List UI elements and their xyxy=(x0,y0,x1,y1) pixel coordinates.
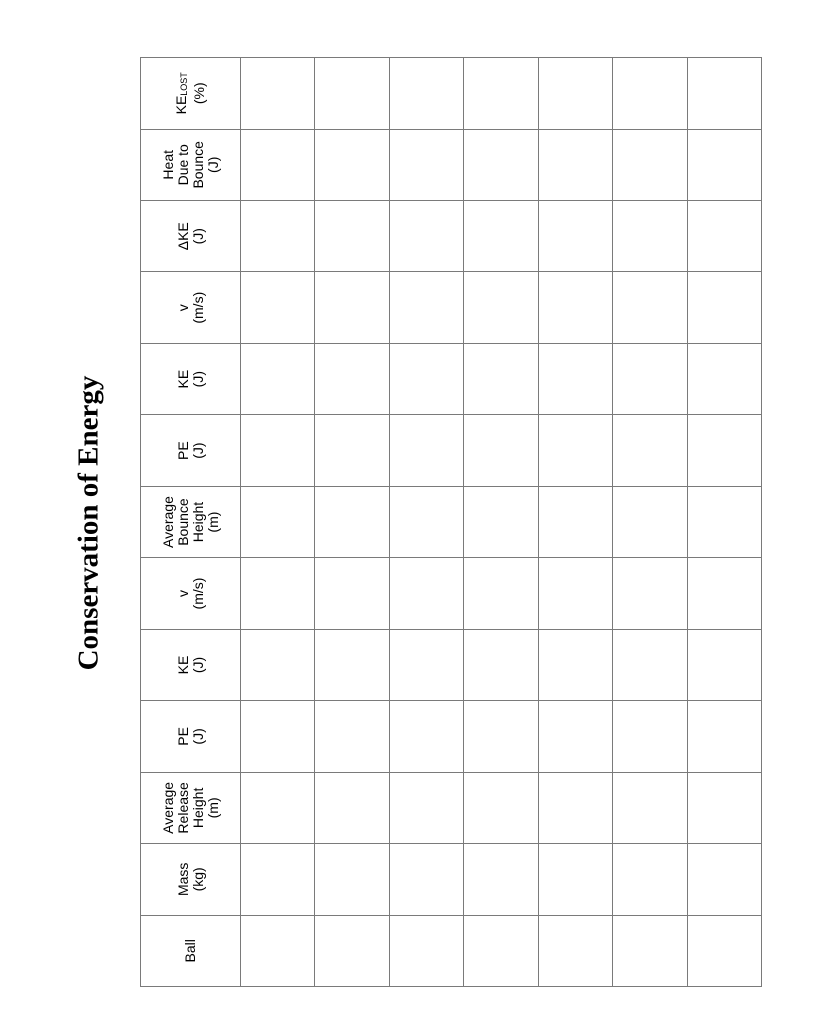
table-cell[interactable] xyxy=(464,201,538,272)
column-header xyxy=(141,844,241,915)
table-header-row xyxy=(141,58,241,987)
table-body xyxy=(241,58,762,987)
table-cell[interactable] xyxy=(315,272,389,343)
table-cell[interactable] xyxy=(315,58,389,130)
table-cell[interactable] xyxy=(241,915,315,986)
table-cell[interactable] xyxy=(464,558,538,629)
table-row xyxy=(241,58,315,987)
table-cell[interactable] xyxy=(464,58,538,130)
page-title: Conservation of Energy xyxy=(72,375,105,671)
table-cell[interactable] xyxy=(538,844,612,915)
table-cell[interactable] xyxy=(241,272,315,343)
column-header-line: (J) xyxy=(189,228,206,245)
column-header-line: (m) xyxy=(204,797,221,819)
column-header-line: Average xyxy=(159,781,176,834)
table-cell[interactable] xyxy=(389,58,463,130)
column-header xyxy=(141,629,241,700)
table-cell[interactable] xyxy=(464,915,538,986)
table-cell[interactable] xyxy=(538,58,612,130)
column-header-line: (%) xyxy=(191,82,207,105)
table-cell[interactable] xyxy=(613,701,687,772)
table-cell[interactable] xyxy=(315,701,389,772)
column-header-line: Due to xyxy=(174,144,191,186)
table-cell[interactable] xyxy=(241,558,315,629)
table-cell[interactable] xyxy=(613,629,687,700)
column-header-line: KE xyxy=(174,369,191,389)
table-cell[interactable] xyxy=(538,772,612,843)
table-cell[interactable] xyxy=(464,772,538,843)
column-header-line: PE xyxy=(174,727,191,746)
table-cell[interactable] xyxy=(538,343,612,414)
table-cell[interactable] xyxy=(538,415,612,486)
table-row xyxy=(464,58,538,987)
table-cell[interactable] xyxy=(687,629,761,700)
table-cell[interactable] xyxy=(389,629,463,700)
table-cell[interactable] xyxy=(464,486,538,557)
table-cell[interactable] xyxy=(538,486,612,557)
table-cell[interactable] xyxy=(538,129,612,200)
table-cell[interactable] xyxy=(315,915,389,986)
table-cell[interactable] xyxy=(389,772,463,843)
table-cell[interactable] xyxy=(613,272,687,343)
table-cell[interactable] xyxy=(613,486,687,557)
table-cell[interactable] xyxy=(241,772,315,843)
column-header-line: (J) xyxy=(189,728,206,745)
column-header xyxy=(141,915,241,986)
column-header xyxy=(141,201,241,272)
column-header-line: PE xyxy=(174,441,191,460)
table-cell[interactable] xyxy=(389,343,463,414)
table-cell[interactable] xyxy=(687,558,761,629)
table-cell[interactable] xyxy=(315,343,389,414)
column-header-line: (J) xyxy=(189,442,206,459)
table-cell[interactable] xyxy=(687,486,761,557)
table-cell[interactable] xyxy=(687,772,761,843)
table-cell[interactable] xyxy=(241,844,315,915)
table-cell[interactable] xyxy=(613,558,687,629)
table-cell[interactable] xyxy=(241,701,315,772)
column-header-line: Release xyxy=(174,782,191,834)
column-header-line: Height xyxy=(189,787,206,829)
table-cell[interactable] xyxy=(464,629,538,700)
table-cell[interactable] xyxy=(464,129,538,200)
column-header-line: v xyxy=(174,590,191,598)
column-header-line: v xyxy=(174,304,191,312)
table-cell[interactable] xyxy=(687,201,761,272)
table-cell[interactable] xyxy=(538,629,612,700)
column-header xyxy=(141,486,241,557)
table-cell[interactable] xyxy=(464,343,538,414)
energy-data-table xyxy=(140,57,762,987)
column-header-line: Ball xyxy=(182,939,198,963)
table-cell[interactable] xyxy=(687,701,761,772)
table-cell[interactable] xyxy=(538,915,612,986)
table-cell[interactable] xyxy=(315,486,389,557)
column-header xyxy=(141,558,241,629)
table-cell[interactable] xyxy=(464,844,538,915)
column-header-line: Bounce xyxy=(189,141,206,189)
column-header-line: (J) xyxy=(189,370,206,388)
table-cell[interactable] xyxy=(389,415,463,486)
table-cell[interactable] xyxy=(241,415,315,486)
table-cell[interactable] xyxy=(538,201,612,272)
column-header-text: KE xyxy=(173,95,189,115)
table-cell[interactable] xyxy=(241,129,315,200)
table-cell[interactable] xyxy=(464,701,538,772)
column-header-line: (m) xyxy=(204,511,221,533)
table-cell[interactable] xyxy=(389,844,463,915)
table-cell[interactable] xyxy=(315,629,389,700)
column-header-line: (J) xyxy=(189,656,206,674)
column-header xyxy=(141,772,241,843)
column-header-line: ΔKE xyxy=(174,222,191,251)
table-cell[interactable] xyxy=(538,272,612,343)
table-cell[interactable] xyxy=(613,58,687,130)
table-cell[interactable] xyxy=(315,129,389,200)
table-cell[interactable] xyxy=(389,129,463,200)
table-cell[interactable] xyxy=(613,772,687,843)
table-cell[interactable] xyxy=(687,915,761,986)
table-cell[interactable] xyxy=(315,558,389,629)
table-cell[interactable] xyxy=(687,58,761,130)
column-header-line: Average xyxy=(159,496,176,549)
column-header xyxy=(141,58,241,130)
column-header-subscript: LOST xyxy=(179,72,189,96)
table-cell[interactable] xyxy=(687,415,761,486)
table-cell[interactable] xyxy=(315,201,389,272)
table-cell[interactable] xyxy=(538,701,612,772)
column-header-line xyxy=(174,58,192,129)
table-cell[interactable] xyxy=(687,844,761,915)
column-header xyxy=(141,272,241,343)
table-cell[interactable] xyxy=(241,201,315,272)
column-header-line: (m/s) xyxy=(189,291,206,324)
table-cell[interactable] xyxy=(389,201,463,272)
column-header-line: Mass xyxy=(174,862,191,897)
table-cell[interactable] xyxy=(613,129,687,200)
table-cell[interactable] xyxy=(315,415,389,486)
data-table-container xyxy=(140,57,762,987)
table-cell[interactable] xyxy=(687,129,761,200)
table-cell[interactable] xyxy=(613,201,687,272)
table-cell[interactable] xyxy=(241,58,315,130)
table-cell[interactable] xyxy=(687,343,761,414)
table-cell[interactable] xyxy=(315,844,389,915)
column-header xyxy=(141,129,241,200)
column-header xyxy=(141,701,241,772)
table-cell[interactable] xyxy=(389,272,463,343)
table-row xyxy=(538,58,612,987)
column-header-line: (m/s) xyxy=(189,577,206,610)
table-row xyxy=(315,58,389,987)
table-cell[interactable] xyxy=(241,629,315,700)
table-cell[interactable] xyxy=(389,701,463,772)
column-header xyxy=(141,415,241,486)
table-cell[interactable] xyxy=(315,772,389,843)
column-header-line: (J) xyxy=(204,156,221,173)
table-row xyxy=(613,58,687,987)
table-cell[interactable] xyxy=(241,486,315,557)
column-header xyxy=(141,343,241,414)
column-header-line: (kg) xyxy=(189,867,206,892)
table-cell[interactable] xyxy=(538,558,612,629)
table-cell[interactable] xyxy=(389,915,463,986)
table-cell[interactable] xyxy=(389,486,463,557)
column-header-line: Heat xyxy=(159,150,176,180)
table-cell[interactable] xyxy=(613,343,687,414)
table-cell[interactable] xyxy=(687,272,761,343)
table-cell[interactable] xyxy=(613,915,687,986)
table-cell[interactable] xyxy=(241,343,315,414)
column-header-line: Bounce xyxy=(174,498,191,546)
table-row xyxy=(687,58,761,987)
table-cell[interactable] xyxy=(613,415,687,486)
table-cell[interactable] xyxy=(613,844,687,915)
column-header-line: Height xyxy=(189,501,206,543)
table-cell[interactable] xyxy=(464,272,538,343)
table-cell[interactable] xyxy=(389,558,463,629)
column-header-line: KE xyxy=(174,655,191,675)
table-cell[interactable] xyxy=(464,415,538,486)
table-row xyxy=(389,58,463,987)
